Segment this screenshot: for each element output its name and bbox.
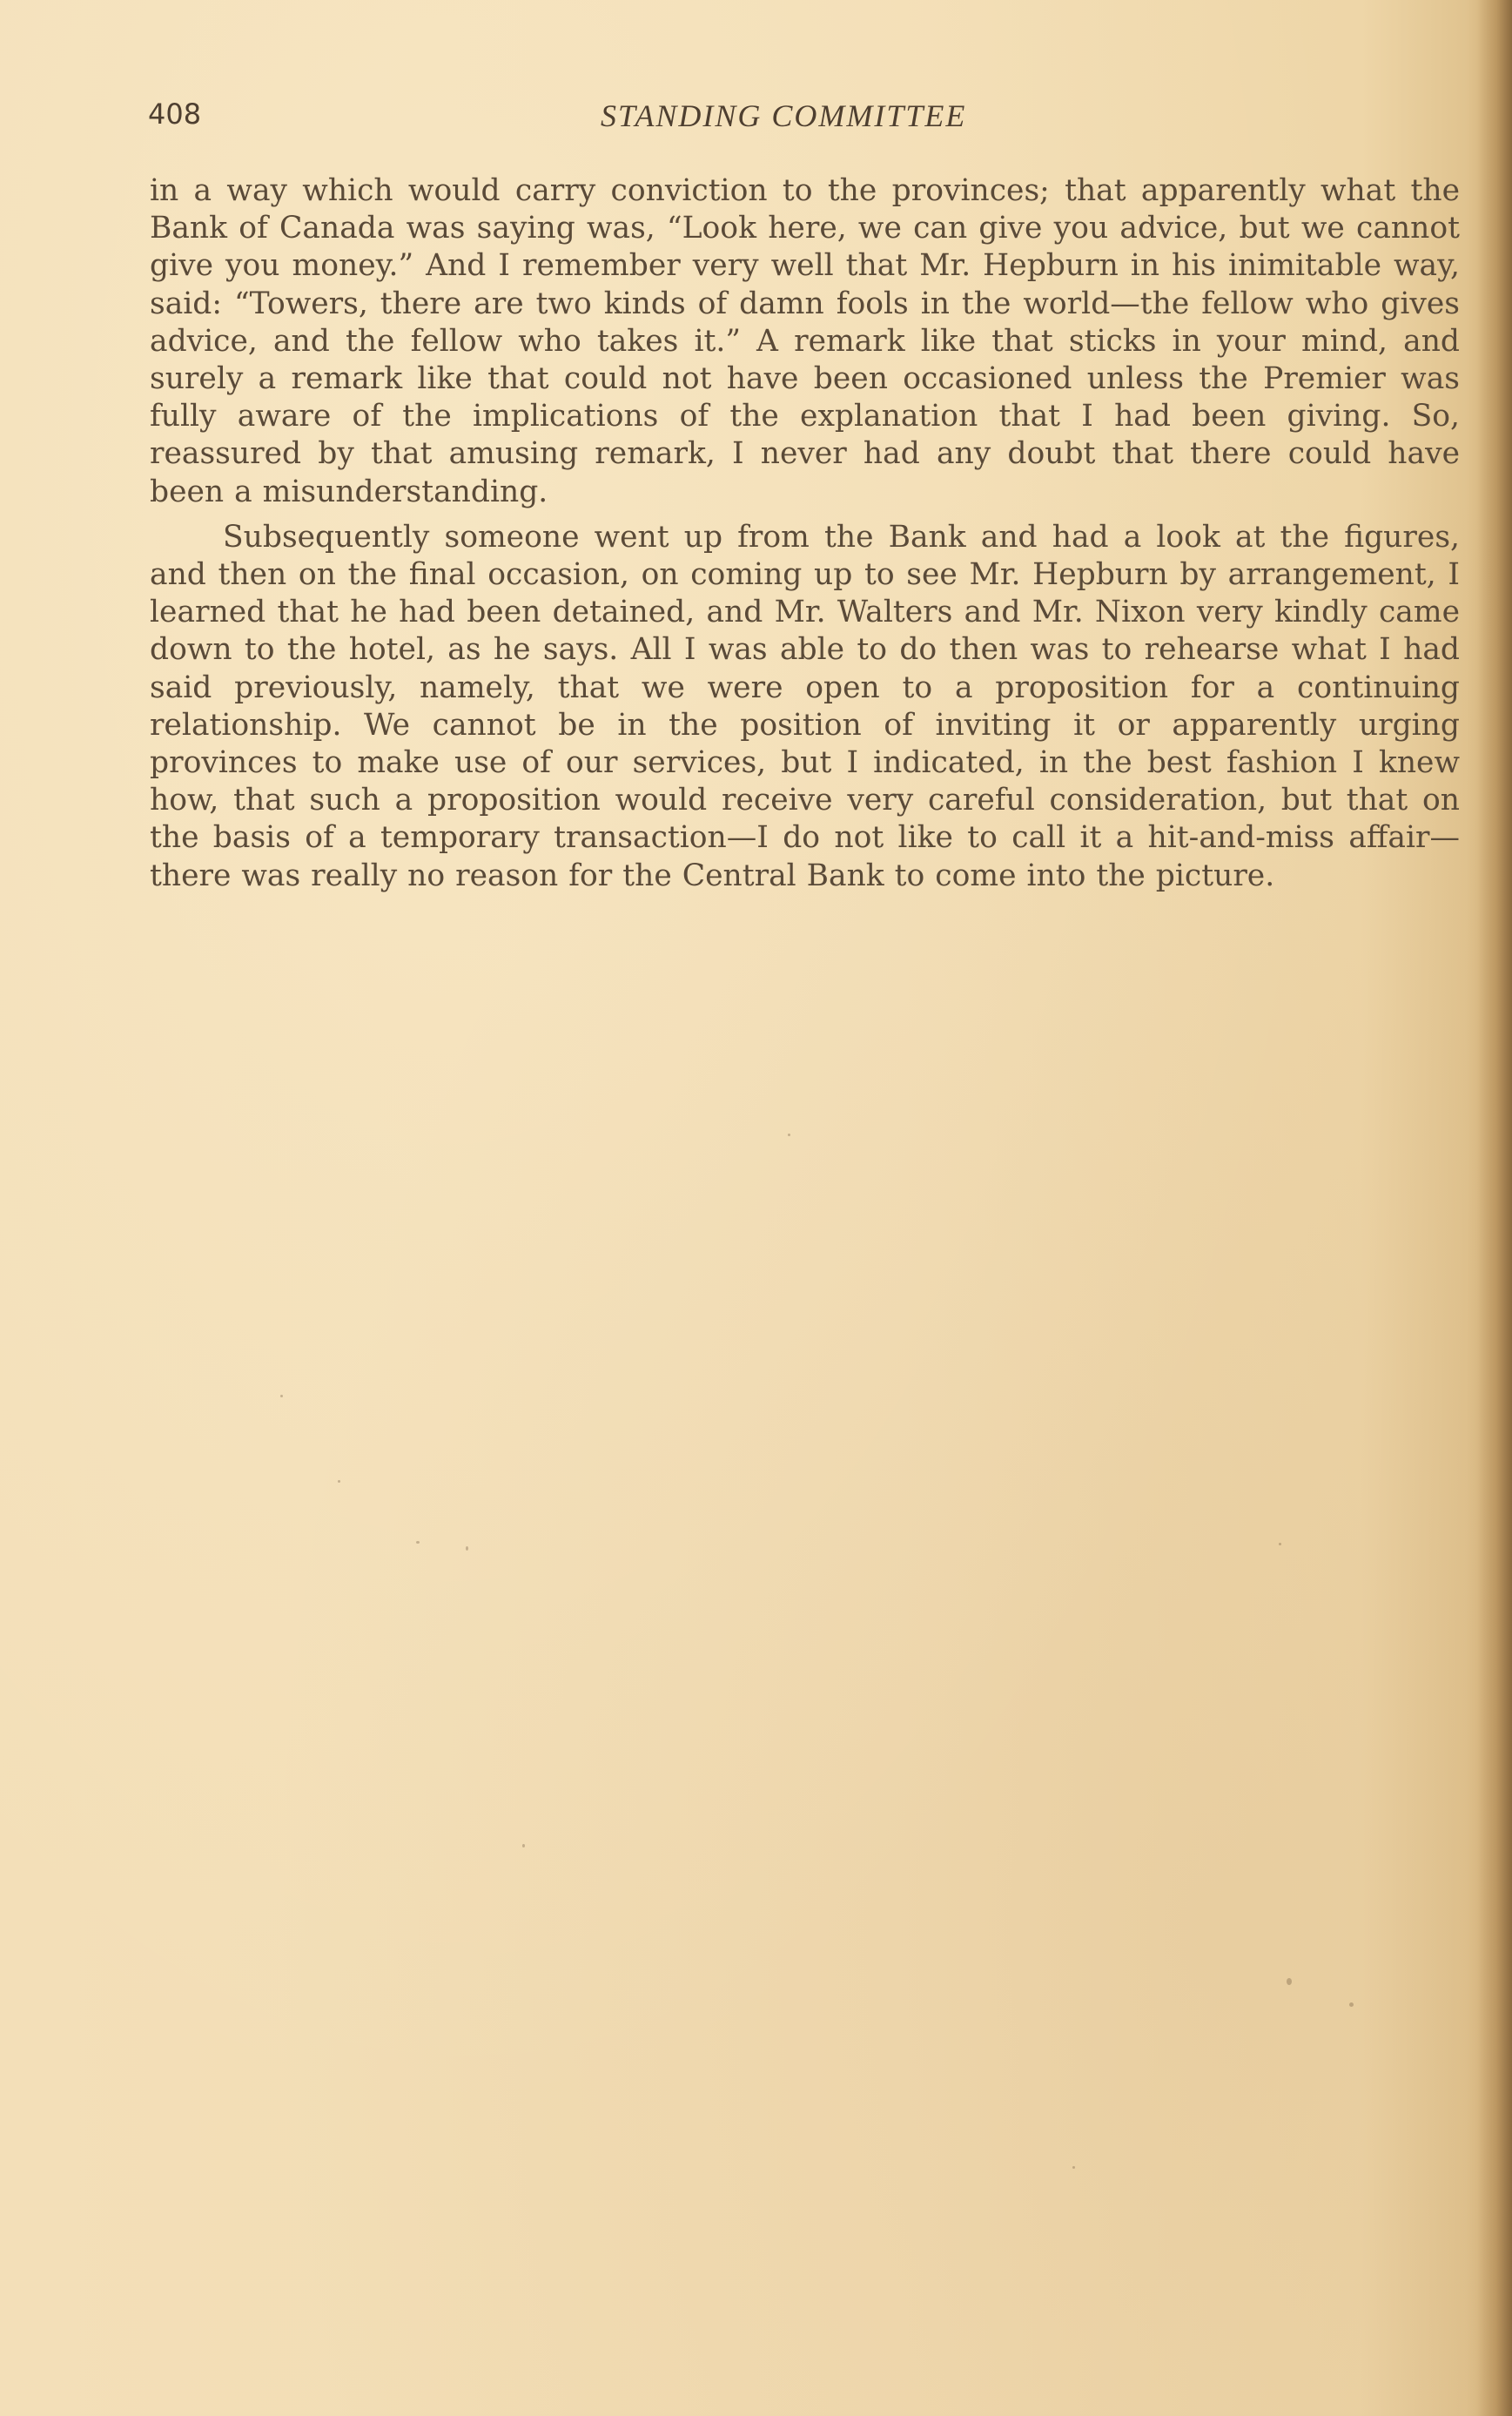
paper-speck <box>788 1134 790 1136</box>
paper-speck <box>1279 1543 1281 1545</box>
running-title: STANDING COMMITTEE <box>601 98 967 133</box>
paper-speck <box>338 1480 340 1483</box>
running-head <box>148 94 1454 138</box>
page-number: 408 <box>148 98 202 131</box>
page-edge-shadow <box>1477 0 1512 2416</box>
paper-speck <box>1072 2166 1075 2169</box>
paper-speck <box>1287 1978 1292 1985</box>
paragraph-1: in a way which would carry conviction to the provinces; that apparently what the Bank of Canada was saying was, “Look here, we can give you advice, but we cannot give you money.” And I remember very well that Mr. Hepburn in his inimitable way, said: “Towers, there are two kinds of damn fools in the world—the fellow who gives advice, and the fellow who takes it.” A remark like that sticks in your mind, and surely a remark like that could not have been occasioned unless the Premier was fully aware of the implications of the explanation that I had been giving. So, reassured by that amusing remark, I never had any doubt that there could have been a misunderstanding. <box>150 173 1460 509</box>
paper-speck <box>466 1546 468 1551</box>
paragraph-2: Subsequently someone went up from the Bank and had a look at the figures, and then on the final occasion, on coming up to see Mr. Hepburn by arrangement, I learned that he had been detained, and Mr. Walters and Mr. Nixon very kindly came down to the hotel, as he says. All I was able to do then was to rehearse what I had said previously, namely, that we were open to a proposition for a continuing relationship. We cannot be in the position of inviting it or apparently urging provinces to make use of our services, but I indicated, in the best fashion I knew how, that such a proposition would receive very careful consideration, but that on the basis of a temporary transaction—I do not like to call it a hit-and-miss affair—there was really no reason for the Central Bank to come into the picture. <box>150 519 1460 893</box>
paper-speck <box>416 1541 420 1544</box>
paper-speck <box>522 1844 525 1847</box>
body-text <box>150 172 1460 895</box>
paper-speck <box>280 1395 283 1397</box>
paper-speck <box>1349 2002 1354 2007</box>
